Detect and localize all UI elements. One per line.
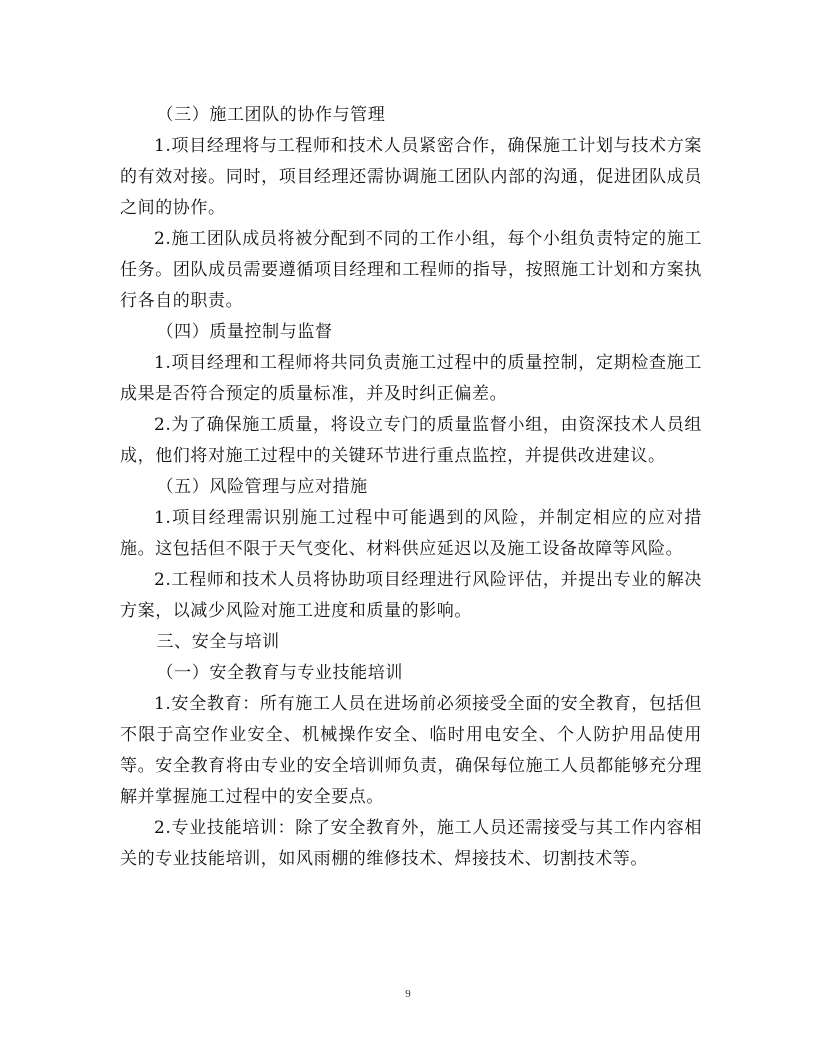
paragraph: 2.工程师和技术人员将协助项目经理进行风险评估，并提出专业的解决方案，以减少风险对施工进度和质量的影响。 [120,570,702,621]
paragraph: 1.项目经理将与工程师和技术人员紧密合作，确保施工计划与技术方案的有效对接。同时，项目经理还需协调施工团队内部的沟通，促进团队成员之间的协作。 [120,136,702,218]
section-heading-4: （四）质量控制与监督 [156,322,333,342]
section-heading-3: （三）施工团队的协作与管理 [156,105,386,125]
section-heading-5: （五）风险管理与应对措施 [156,477,368,497]
paragraph: 2.施工团队成员将被分配到不同的工作小组，每个小组负责特定的施工任务。团队成员需要遵循项目经理和工程师的指导，按照施工计划和方案执行各自的职责。 [120,229,702,311]
paragraph: 1.安全教育：所有施工人员在进场前必须接受全面的安全教育，包括但不限于高空作业安全、机械操作安全、临时用电安全、个人防护用品使用等。安全教育将由专业的安全培训师负责，确保每位施工人员都能够充分理解并掌握施工过程中的安全要点。 [120,694,702,807]
paragraph: 2.为了确保施工质量，将设立专门的质量监督小组，由资深技术人员组成，他们将对施工过程中的关键环节进行重点监控，并提供改进建议。 [120,415,702,466]
section-heading-1: （一）安全教育与专业技能培训 [156,663,403,683]
paragraph: 2.专业技能培训：除了安全教育外，施工人员还需接受与其工作内容相关的专业技能培训，如风雨棚的维修技术、焊接技术、切割技术等。 [120,818,702,869]
page-number: 9 [405,988,411,1000]
paragraph: 1.项目经理和工程师将共同负责施工过程中的质量控制，定期检查施工成果是否符合预定的质量标准，并及时纠正偏差。 [120,353,702,404]
chapter-heading: 三、安全与培训 [156,632,280,652]
paragraph: 1.项目经理需识别施工过程中可能遇到的风险，并制定相应的应对措施。这包括但不限于天气变化、材料供应延迟以及施工设备故障等风险。 [120,508,702,559]
document-body [120,100,702,875]
